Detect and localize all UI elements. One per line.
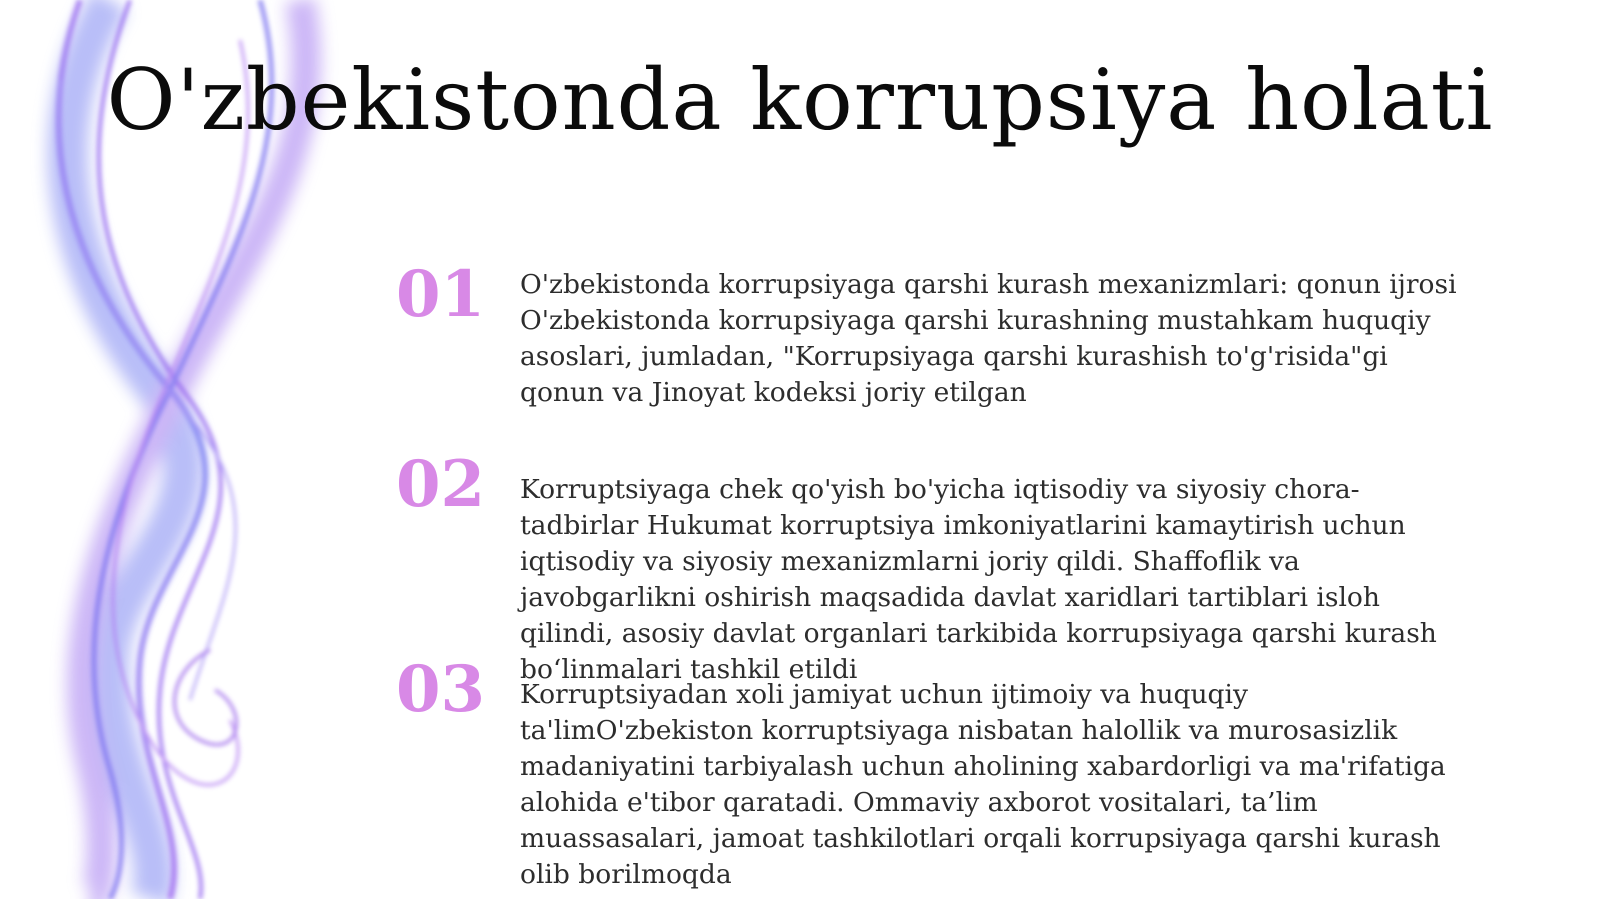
item-number: 02 bbox=[396, 447, 486, 522]
item-text: O'zbekistonda korrupsiyaga qarshi kurash mexanizmlari: qonun ijrosi O'zbekistonda korrupsiyaga qarshi kurashning mustahkam huquqiy asoslari, jumladan, "Korrupsiyaga qarshi kurashish to'g'risida"gi qonun va Jinoyat kodeksi joriy etilgan bbox=[520, 269, 1457, 408]
item-number: 01 bbox=[396, 257, 486, 332]
item-text: Korruptsiyaga chek qo'yish bo'yicha iqtisodiy va siyosiy chora-tadbirlar Hukumat korruptsiya imkoniyatlarini kamaytirish uchun iqtisodiy va siyosiy mexanizmlarni joriy qildi. Shaffoflik va javobgarlikni oshirish maqsadida davlat xaridlari tartiblari isloh qilindi, asosiy davlat organlari tarkibida korrupsiyaga qarshi kurash bo‘linmalari tashkil etildi bbox=[520, 474, 1437, 685]
slide-title: O'zbekistonda korrupsiya holati bbox=[106, 51, 1494, 149]
item-text: Korruptsiyadan xoli jamiyat uchun ijtimoiy va huquqiy ta'limO'zbekiston korruptsiyaga nisbatan halollik va murosasizlik madaniyatini tarbiyalash uchun aholining xabardorligi va ma'rifatiga alohida e'tibor qaratadi. Ommaviy axborot vositalari, ta’lim muassasalari, jamoat tashkilotlari orqali korrupsiyaga qarshi kurash olib borilmoqda bbox=[520, 679, 1446, 890]
item-number: 03 bbox=[396, 652, 486, 727]
